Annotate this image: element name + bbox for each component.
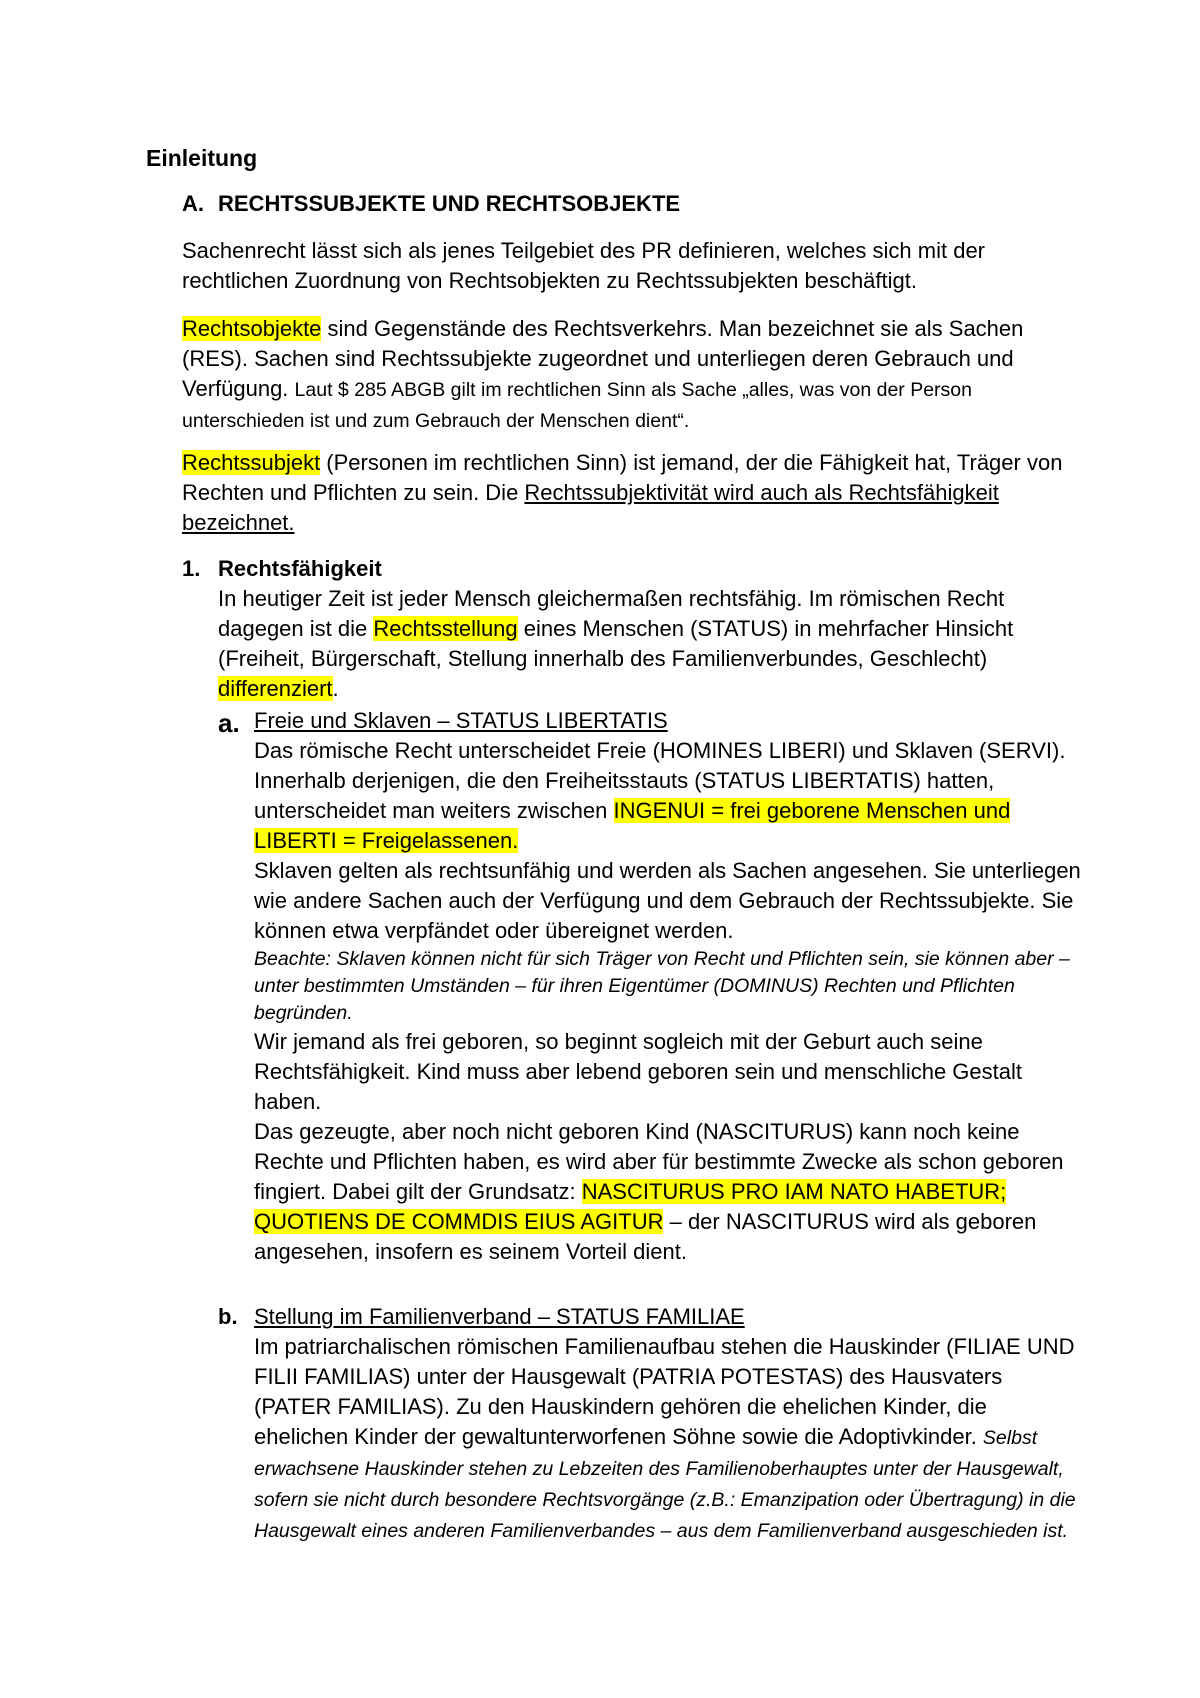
rechtsobjekte-quote: Laut $ 285 ABGB gilt im rechtlichen Sinn als Sache „alles, was von der Person unterschieden ist und zum Gebrauch der Menschen dient“. — [182, 379, 972, 432]
sub-a-body — [254, 736, 1084, 1267]
sub-a-paragraph-2: Sklaven gelten als rechtsunfähig und werden als Sachen angesehen. Sie unterliegen wie andere Sachen auch der Verfügung und dem Gebrauch der Rechtssubjekte. Sie können etwa verpfändet oder übereignet werden. — [254, 858, 1081, 943]
sub-b-title-text: Stellung im Familienverband – STATUS FAMILIAE — [254, 1304, 745, 1329]
sub-b-p1-text: Im patriarchalischen römischen Familienaufbau stehen die Hauskinder (FILIAE UND FILII FAMILIAS) unter der Hausgewalt (PATRIA POTESTAS) des Hausvaters (PATER FAMILIAS). Zu den Hauskindern gehören die ehelichen Kinder, die ehelichen Kinder der gewaltunterworfenen Söhne sowie die Adoptivkinder. — [254, 1334, 1075, 1449]
rechtssubjekt-term: Rechtssubjekt — [182, 450, 321, 475]
rechtssubjekt-paragraph — [182, 448, 1082, 538]
section-a-title — [182, 191, 680, 217]
item-1-highlight-1: Rechtsstellung — [373, 616, 518, 641]
section-a-title-text: RECHTSSUBJEKTE UND RECHTSOBJEKTE — [218, 191, 681, 216]
item-1-number: 1. — [182, 556, 201, 581]
sub-a-paragraph-3: Wir jemand als frei geboren, so beginnt sogleich mit der Geburt auch seine Rechtsfähigkeit. Kind muss aber lebend geboren sein und menschliche Gestalt haben. — [254, 1029, 1023, 1114]
section-a-letter: A. — [182, 191, 204, 216]
sub-a-title-text: Freie und Sklaven – STATUS LIBERTATIS — [254, 708, 668, 733]
sub-b-p1-italic: Selbst erwachsene Hauskinder stehen zu Lebzeiten des Familienoberhauptes unter der Hausgewalt, sofern sie nicht durch besondere Rechtsvorgänge (z.B.: Emanzipation oder Übertragung) in die Hausgewalt eines anderen Familienverbandes – aus dem Familienverband ausgeschieden ist. — [254, 1427, 1076, 1542]
sub-a-p4-highlight: NASCITURUS PRO IAM NATO HABETUR; QUOTIENS DE COMMDIS EIUS AGITUR — [254, 1179, 1007, 1234]
item-1-title: Rechtsfähigkeit — [218, 556, 382, 581]
sub-b-body — [254, 1332, 1084, 1546]
rechtsobjekte-term: Rechtsobjekte — [182, 316, 322, 341]
sub-a-p1-text: Das römische Recht unterscheidet Freie (HOMINES LIBERI) und Sklaven (SERVI). Innerhalb derjenigen, die den Freiheitsstauts (STATUS LIBERTATIS) hatten, unterscheidet man weiters zwischen — [254, 738, 1066, 823]
sub-b-title — [254, 1302, 1084, 1332]
item-1-paragraph — [218, 584, 1078, 704]
rechtsobjekte-paragraph — [182, 314, 1082, 436]
sub-a-note: Beachte: Sklaven können nicht für sich Träger von Recht und Pflichten sein, sie können aber – unter bestimmten Umständen – für ihren Eigentümer (DOMINUS) Rechten und Pflichten begründen. — [254, 948, 1070, 1024]
sub-a-title — [254, 706, 1084, 736]
sub-a-letter: a. — [218, 708, 240, 738]
sub-a-paragraph-4 — [254, 1117, 1084, 1267]
sub-a-p4-text: Das gezeugte, aber noch nicht geboren Kind (NASCITURUS) kann noch keine Rechte und Pflichten haben, es wird aber für bestimmte Zwecke als schon geboren fingiert. Dabei gilt der Grundsatz: — [254, 1119, 1064, 1204]
item-1-highlight-2: differenziert — [218, 676, 333, 701]
item-1-text-2: eines Menschen (STATUS) in mehrfacher Hinsicht (Freiheit, Bürgerschaft, Stellung innerhalb des Familienverbundes, Geschlecht) — [218, 616, 1014, 671]
rechtsobjekte-text: sind Gegenstände des Rechtsverkehrs. Man bezeichnet sie als Sachen (RES). Sachen sind Rechtssubjekte zugeordnet und unterliegen deren Gebrauch und Verfügung. — [182, 316, 1024, 401]
item-1-text-1: In heutiger Zeit ist jeder Mensch gleichermaßen rechtsfähig. Im römischen Recht dagegen ist die — [218, 586, 1005, 641]
sub-a-p4-tail: – der NASCITURUS wird als geboren angesehen, insofern es seinem Vorteil dient. — [254, 1209, 1037, 1264]
sub-b-letter: b. — [218, 1304, 238, 1329]
rechtssubjekt-underlined: Rechtssubjektivität wird auch als Rechtsfähigkeit bezeichnet. — [182, 480, 999, 535]
sub-a-p1-highlight: INGENUI = frei geborene Menschen und LIBERTI = Freigelassenen. — [254, 798, 1011, 853]
item-1-text-3: . — [332, 676, 339, 701]
intro-paragraph: Sachenrecht lässt sich als jenes Teilgebiet des PR definieren, welches sich mit der rechtlichen Zuordnung von Rechtsobjekten zu Rechtssubjekten beschäftigt. — [182, 238, 985, 293]
sub-a-paragraph-1 — [254, 736, 1084, 856]
rechtssubjekt-text: (Personen im rechtlichen Sinn) ist jemand, der die Fähigkeit hat, Träger von Rechten und Pflichten zu sein. Die — [182, 450, 1063, 505]
document-heading: Einleitung — [146, 145, 258, 171]
